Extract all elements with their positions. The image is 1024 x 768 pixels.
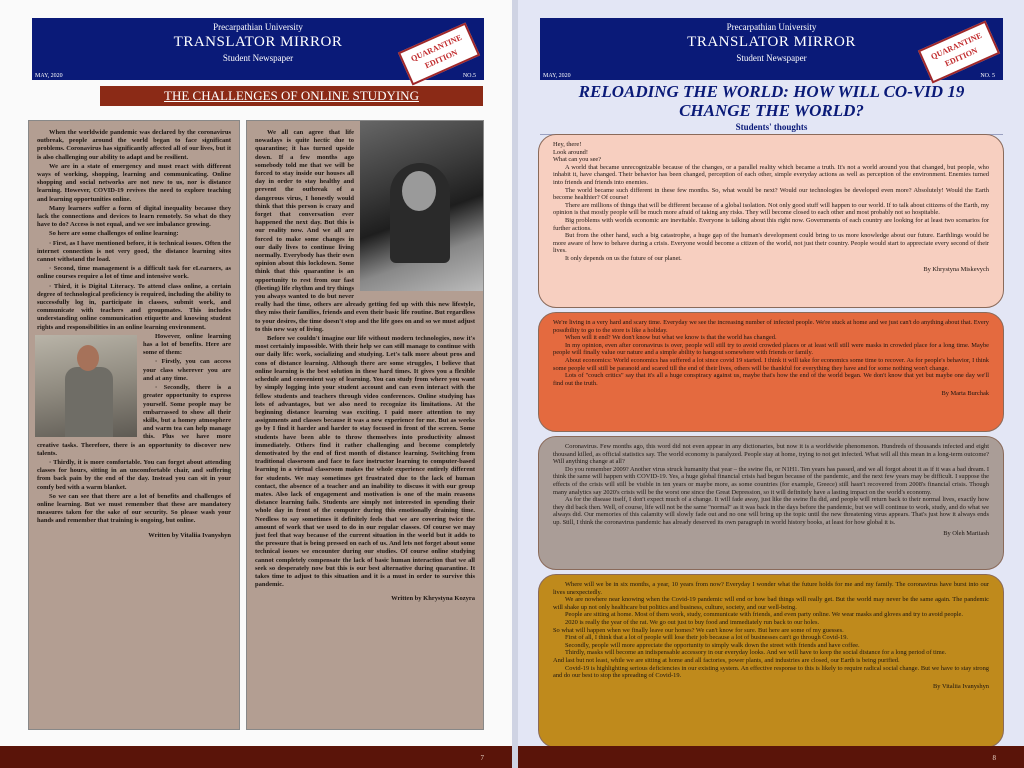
- paragraph: Before we couldn't imagine our life without modern technologies, now it's most certainly impossible. With their help we can still manage to continue with our daily life: work, socializing and studying. Let's talk more about pros and cons of distance learning. Although there are some struggles, I believe that online learning is the best solution in these hard times. It gives you a flexible schedule and convenient way of learning. You can study from where you want by simply logging into your student account and can even interact with the fellow students and teachers through video conferences. Online studying has lots of advantages, but we also need to recognize its limitations. At the beginning distance learning was exciting. I paid more attention to my assignments and classes because it was a new experience for me. But as weeks go by I find it harder and harder to stay focused in front of the screen. Some students have been able to throw themselves into productivity almost immediately. Others find it rather challenging and become completely demotivated by the end of first month of distance learning. Switching from traditional classroom and face to face instructor learning to computer-based learning in a virtual classroom makes the whole experience entirely different for students. We may sometimes get frustrated due to the lack of human contact, the absence of a teacher and an inability to discuss it with our group mates. Also lack of engagement and motivation is one of the main reasons distance learning fails. Students are simply not interested in spending their whole day in front of the computer during this emotionally draining time. Needless to say sometimes it definitely feels that we are covering twice the amount of work that we used to do in our regular classes. Of course we may just feel that way because of the current situation in the world but it adds to the pressure that is being pressed on each of us. And lets not forget about some technical issues we encounter during our studies. Of course online studying cannot completely compensate the lack of basic human interaction that we all seek so desperately now but this is our best alternative during quarantine. It takes time to adjust to this situation and it is a must in order to survive this pandemic.: [255, 335, 475, 589]
- left-footer: [0, 746, 512, 768]
- paragraph: However, online learning has a lot of benefits. Here are some of them:: [143, 332, 231, 357]
- paragraph: As for the disease itself, I don't expect much of a change. It will fade away, just like the swine flu did, and people will return back to their normal lives, exactly how they did back then. Well, of course, life will not be the same "normal" as it was back in the days before the pandemic, but we will continue to work, study, and do what we always did. Our memories of this calamity will slowly fade out and no one will bring up the topic until the new threatening virus appears. That's just how it always ends up. Still, I think the coronavirus pandemic has already deserved its own paragraph in world history books, at least for how global it is.: [553, 496, 989, 526]
- quarantine-stamp: QUARANTINE EDITION: [398, 23, 480, 86]
- masthead-title: TRANSLATOR MIRROR: [687, 34, 856, 50]
- opinion-box-1: [538, 134, 1004, 308]
- author-signature: By Oleh Mariiash: [943, 529, 989, 537]
- paragraph: Lots of "couch critics" say that it's all a huge conspiracy against us, maybe that's how the end of the world began. We don't know that yet but maybe one day we'll find out the truth.: [553, 372, 989, 387]
- paragraph: It only depends on us the future of our planet.: [565, 254, 682, 262]
- paragraph: Big problems with worlds economic are inevitable. Everyone is talking about this right now. Governments of each country are looking for at least two scenarios for further actions.: [553, 216, 989, 232]
- paragraph: And last but not least, while we are sitting at home and all factories, power plants, and industries are closed, our Earth is being purified.: [553, 656, 900, 664]
- paragraph: · First, as I have mentioned before, it is technical issues. Often the internet connection is not very good, the distance learning sites cannot withstand the load.: [37, 239, 231, 264]
- opinion-box-4: [538, 574, 1004, 748]
- paragraph: So what will happen when we finally leave our homes? We can't know for sure. But here are some of my guesses.: [553, 626, 844, 634]
- author-signature: By Khrystyna Miskevych: [923, 265, 989, 273]
- paragraph: So here are some challenges of online learning:: [49, 230, 179, 238]
- author-signature: By Vitaliia Ivanyshyn: [933, 682, 989, 690]
- intro-line: What can you see?: [553, 156, 602, 164]
- paragraph: So we can see that there are a lot of benefits and challenges of online learning. But we must remember that these are mandatory measures taken for the sake of our security. So please wash your hands and remember that training is ongoing, but online.: [37, 492, 231, 525]
- paragraph: When will it end? We don't know but what we know is that the world has changed.: [565, 334, 777, 342]
- paragraph: We're living in a very hard and scary time. Everyday we see the increasing number of infected people. We're stuck at home and we just can't do anything about that. Every possibility to go to the store is like a holiday.: [553, 319, 989, 334]
- paragraph: We are in a state of emergency and must react with different ways of working, shopping, learning and communicating. Online shopping and social networks are not new to us, nor is distance learning. However, COVID-19 revives the need to explore teaching and learning opportunities online.: [37, 162, 231, 203]
- student-photo: [35, 335, 137, 437]
- masthead-issue: NO.5: [462, 73, 476, 79]
- masthead-university: Precarpathian University: [726, 22, 817, 32]
- paragraph: · Third, it is Digital Literacy. To attend class online, a certain degree of technological proficiency is required, including the ability to successfully log in, participate in classes, submit work, and communicate with teachers and groupmates. This includes understanding online communication etiquette and knowing student rights and responsibilities in an online learning environment.: [37, 282, 231, 331]
- paragraph: · Thirdly, it is more comfortable. You can forget about attending classes for hours, sitting in an uncomfortable chair, and suffering from back pain by the end of the day. Instead you can sit in your comfy bed with a warm blanket.: [37, 458, 231, 491]
- article-headline: THE CHALLENGES OF ONLINE STUDYING: [100, 86, 483, 106]
- article-column-left: [28, 120, 240, 730]
- paragraph: But from the other hand, such a big catastrophe, a huge gap of the human's development could bring to us more knowledge about our future. Earthlings would be more aware of how to behave during a crisis. Everyone would become a citizen of the world, not just their country. People would start to appreciate every second of their lives.: [553, 232, 989, 255]
- paragraph: Secondly, people will more appreciate the opportunity to simply walk down the street with friends and have coffee.: [565, 641, 860, 649]
- section-title: Students' thoughts: [540, 122, 1003, 135]
- quarantine-stamp: QUARANTINE EDITION: [918, 21, 1000, 84]
- masthead-issue: NO. 5: [980, 73, 995, 79]
- intro-line: Look around!: [553, 148, 588, 156]
- masthead-date: MAY, 2020: [543, 73, 571, 79]
- author-signature: Written by Vitaliia Ivanyshyn: [148, 531, 231, 539]
- page-number: 8: [992, 754, 996, 762]
- paragraph: There are millions of things that will be different because of a global isolation. Not only good stuff will happen to our world. If to talk about citizens of the Earth, my opinion is that mostly people will be much more afraid of taking any risks. They will become closed to each other and most probably not so hospitable.: [553, 201, 989, 217]
- opinion-box-3: [538, 436, 1004, 570]
- paragraph: · Second, time management is a difficult task for eLearners, as online courses require a lot of time and intensive work.: [37, 265, 231, 281]
- paragraph: First of all, I think that a lot of people will lose their job because a lot of businesses can't go through Covid-19.: [565, 634, 848, 642]
- paragraph: Many learners suffer a form of digital inequality because they lack the connections and devices to learn remotely. So what do they have to do? Access is not equal, and we see imbalance growing.: [37, 204, 231, 229]
- paragraph: 2020 is really the year of the rat. We go out just to buy food and immediately run back to our holes.: [565, 618, 820, 626]
- paragraph: Covid-19 is highlighting serious deficiencies in our existing system. An effective response to this is likely to require radical social change. But we have to stay strong and do our best to stop the spreading of Covid-19.: [553, 664, 989, 680]
- paragraph: Where will we be in six months, a year, 10 years from now? Everyday I wonder what the future holds for me and my family. The coronavirus have burst into our lives unexpectedly.: [553, 581, 989, 596]
- headline-line-1: RELOADING THE WORLD: HOW WILL CO-VID 19: [578, 82, 965, 101]
- paragraph: · Firstly, you can access your class wherever you are and at any time.: [143, 358, 231, 382]
- paragraph: We are nowhere near knowing when the Covid-19 pandemic will end or how bad things will really get. But the world may never be the same again. The pandemic will shake up not only healthcare but politics and business, culture, society, and our well-being.: [553, 596, 989, 611]
- article-headline: [540, 82, 1003, 120]
- paragraph: Do you remember 2009? Another virus struck humanity that year – the swine flu, or N1H1. Ten years has passed, and we all forgot about it as if it was a bad dream. I think the same will happen with COVID-19. Yes, a huge global financial crisis had begun because of the pandemic, and the next few years may be difficult. I suppose the effects of the crisis will still be visible in ten years or maybe more, as some countries (for example, Greece) still hasn't recovered from 2008's financial crisis. Though many analytics say 2020's crisis will be the worst one since the Great Depression, so it will definitely have a lasting impact on the world's economy.: [553, 465, 989, 496]
- paragraph: We all can agree that life nowadays is quite hectic due to quarantine; it has turned upside down. If a few months ago somebody told me that we will be forced to stay inside our houses all day in order to stay healthy and prevent the outbreak of a dangerous virus, I honestly would think that this person is crazy and forget that conversation ever happened the next day. But this is our reality now. And we all are forced to make some changes in our daily lives to continue living normally. Everybody has their own opinion about this lockdown. Some think that this quarantine is an opportunity to rest from our fast (fleeting) life rhythm and try things you always wanted to do but never really had the time, others are already getting fed up with this new lifestyle, they miss their families, friends and even their basic life routine. But regardless to your desires, the time doesn't stop and the life goes on and so we must adjust to this new way of living.: [255, 129, 475, 333]
- headline-line-2: CHANGE THE WORLD?: [679, 101, 864, 120]
- paragraph: Coronavirus. Few months ago, this word did not even appear in any dictionaries, but now it is a worldwide phenomenon. Hundreds of thousands infected and eight thousand killed, as official statistics say. The world economy is paralyzed. People stay at home, trying to not get infected. What will all this mean in a long-term outcome? Will anything change at all?: [553, 443, 989, 466]
- right-footer: [518, 746, 1024, 768]
- masthead-subtitle: Student Newspaper: [222, 53, 294, 63]
- paragraph: A world that became unrecognizable because of the changes, or a parallel reality which became a truth. It's not a world around you that changed, but people, who inhabit it, have changed. Their behavior has been changed, perception of each other, simple everyday actions as well as perception of the environment. Enemies turned into friends and friends into enemies.: [553, 163, 989, 186]
- intro-line: Hey, there!: [553, 141, 582, 148]
- paragraph: · Secondly, there is a greater opportunity to express yourself. Some people may be embarrassed to show all their skills, but a homey atmosphere and warm tea can help manage this. Plus we have more creative tasks. Therefore, there is an opportunity to discover new talents.: [37, 384, 231, 457]
- author-photo: [360, 121, 483, 291]
- masthead-university: Precarpathian University: [213, 22, 303, 32]
- opinion-box-2: [538, 312, 1004, 432]
- masthead-date: MAY, 2020: [35, 73, 63, 79]
- author-signature: Written by Khrystyna Kozyra: [391, 595, 475, 603]
- paragraph: Thirdly, masks will become an indispensable accessory in our everyday looks. And we will have to keep the social distance for a long period of time.: [565, 649, 947, 657]
- paragraph: About economics: World economics has suffered a lot since covid 19 started. I think it will take for economics some time to recover. As for people's behavior, I think some people will still be paranoid and scared till the end of their lives, others will be thankful for everything they have and for some nothing won't change.: [553, 356, 989, 372]
- paragraph: People are sitting at home. Most of them work, study, communicate with friends, and even party online. We wear masks and gloves and try to avoid people.: [565, 611, 963, 619]
- masthead-title: TRANSLATOR MIRROR: [173, 34, 343, 50]
- masthead-subtitle: Student Newspaper: [736, 53, 807, 63]
- article-column-right: [246, 120, 484, 730]
- page-number: 7: [480, 754, 484, 762]
- author-signature: By Marta Burchak: [941, 390, 989, 398]
- right-page: [518, 0, 1024, 768]
- paragraph: The world became such different in these few months. So, what would be next? Would our technologies be developed even more? Absolutely! Would the Earth become healthier? Of course!: [553, 186, 989, 202]
- paragraph: When the worldwide pandemic was declared by the coronavirus outbreak, people around the world began to face significant problems. Coronavirus has significantly affected all of our lives, but it is also challenging our ability to adapt and be resilient.: [37, 129, 231, 161]
- paragraph: In my opinion, even after coronavirus is over, people will still try to avoid crowded places or at least will still were masks in crowded place for a long time. Maybe people will finally value our nature and a simple ability to hangout somewhere with friends or family.: [553, 341, 989, 357]
